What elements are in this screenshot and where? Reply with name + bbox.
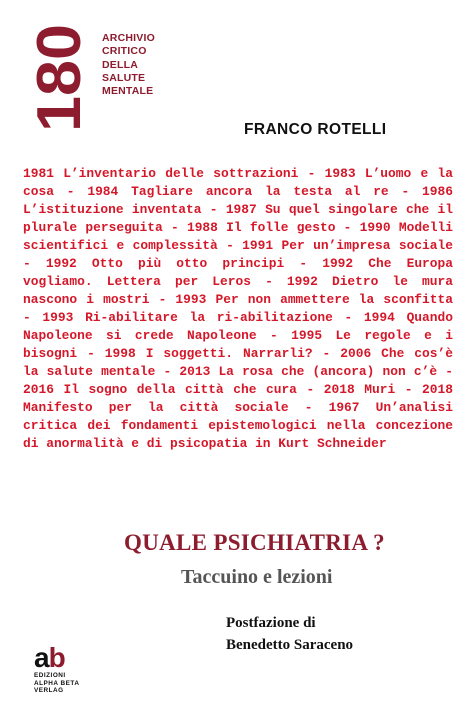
monogram-a: a — [34, 642, 49, 673]
book-title: QUALE PSICHIATRIA ? — [124, 530, 385, 555]
publisher-logo — [34, 642, 94, 695]
monogram-b: b — [48, 642, 65, 673]
publisher-name-line: VERLAG — [34, 687, 64, 695]
author-name: FRANCO ROTELLI — [244, 121, 387, 138]
afterword-credit — [226, 612, 353, 656]
afterword-label: Postfazione di — [226, 615, 316, 631]
series-name-line: ARCHIVIO — [102, 32, 155, 44]
publisher-name-line: ALPHA BETA — [34, 679, 80, 687]
series-number-text: 180 — [25, 28, 94, 132]
series-name-line: DELLA — [102, 58, 138, 71]
publisher-monogram — [34, 642, 94, 673]
series-name-line: SALUTE — [102, 71, 146, 84]
publisher-name-line: EDIZIONI — [34, 672, 66, 679]
series-name-line: MENTALE — [102, 85, 154, 98]
series-name — [102, 32, 155, 98]
publisher-name — [34, 672, 94, 695]
contents-list: 1981 L’inventario delle sottrazioni - 1983 L’uomo e la cosa - 1984 Tagliare ancora la testa al re - 1986 L’istituzione inventata - 1987 Su quel singolare che il plurale perseguita - 1988 Il folle gesto - 1990 Modelli scientifici e complessità - 1991 Per un’impresa sociale - 1992 Otto più otto principi - 1992 Che Europa vogliamo. Lettera per Leros - 1992 Dietro le mura nascono i mostri - 1993 Per non ammettere la sconfitta - 1993 Ri-abilitare la ri-abilitazione - 1994 Quando Napoleone si crede Napoleone - 1995 Le regole e i bisogni - 1998 I soggetti. Narrarli? - 2006 Che cos’è la salute mentale - 2013 La rosa che (ancora) non c’è - 2016 Il sogno della città che cura - 2018 Muri - 2018 Manifesto per la città sociale - 1967 Un’analisi critica dei fondamenti epistemologici nella concezione di anormalità e di psicopatia in Kurt Schneider — [23, 166, 453, 451]
series-number — [25, 22, 94, 134]
book-subtitle: Taccuino e lezioni — [181, 566, 333, 588]
series-name-line: CRITICO — [102, 45, 147, 58]
afterword-author: Benedetto Saraceno — [226, 637, 354, 653]
